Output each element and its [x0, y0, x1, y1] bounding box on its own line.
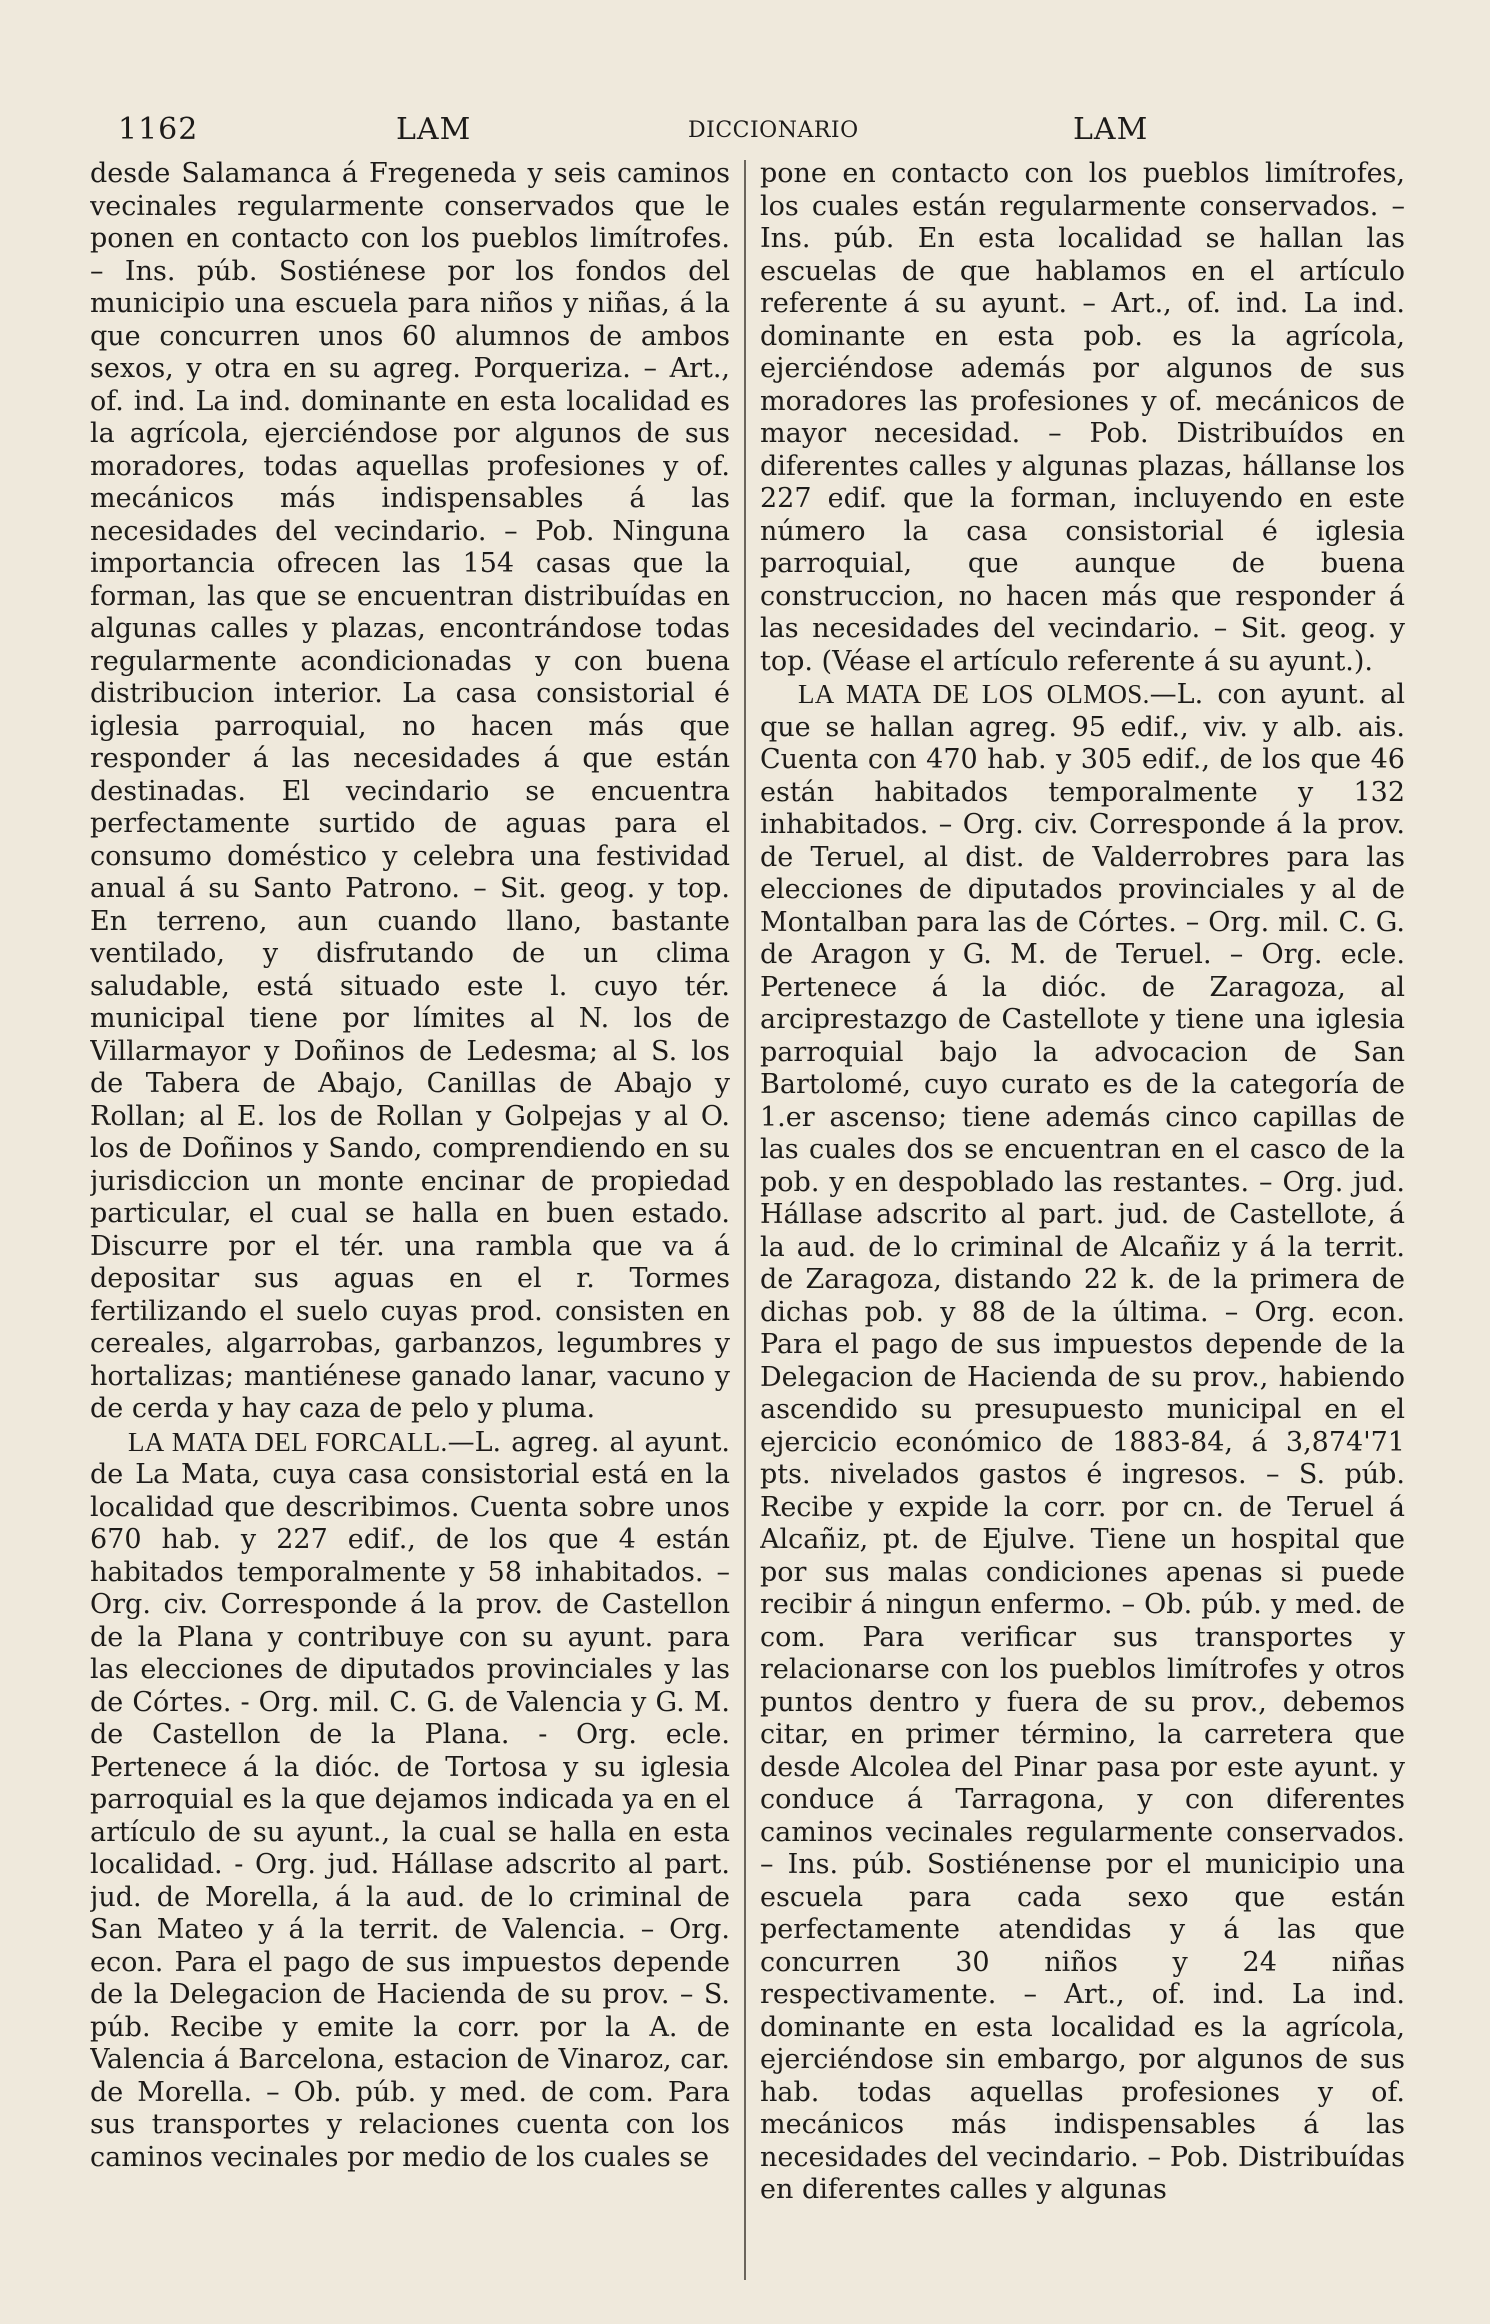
- right-paragraph-continuation: pone en contacto con los pueblos limítrofes, los cuales están regularmente conservados. – Ins. púb. En esta localidad se hallan las escuelas de que hablamos en el artículo referente á su ayunt. – Art., of. ind. La ind. dominante en esta pob. es la agrícola, ejerciéndose además por algunos de sus moradores las profesiones y of. mecánicos de mayor necesidad. – Pob. Distribuídos en diferentes calles y algunas plazas, hállanse los 227 edif. que la forman, incluyendo en este número la casa consistorial é iglesia parroquial, que aunque de buena construccion, no hacen más que responder á las necesidades del vecindario. – Sit. geog. y top. (Véase el artículo referente á su ayunt.).: [760, 158, 1405, 677]
- header-left-term: LAM: [396, 112, 472, 147]
- entry-body: —L. con ayunt. al que se hallan agreg. 95 edif., viv. y alb. ais. Cuenta con 470 hab. y 305 edif., de los que 46 están habitados temporalmente y 132 inhabitados. – Org. civ. Corresponde á la prov. de Teruel, al dist. de Valderrobres para las elecciones de diputados provinciales y al de Montalban para las de Córtes. – Org. mil. C. G. de Aragon y G. M. de Teruel. – Org. ecle. Pertenece á la dióc. de Zaragoza, al arciprestazgo de Castellote y tiene una iglesia parroquial bajo la advocacion de San Bartolomé, cuyo curato es de la categoría de 1.er ascenso; tiene además cinco capillas de las cuales dos se encuentran en el casco de la pob. y en despoblado las restantes. – Org. jud. Hállase adscrito al part. jud. de Castellote, á la aud. de lo criminal de Alcañiz y á la territ. de Zaragoza, distando 22 k. de la primera de dichas pob. y 88 de la última. – Org. econ. Para el pago de sus impuestos depende de la Delegacion de Hacienda de su prov., habiendo ascendido su presupuesto municipal en el ejercicio económico de 1883-84, á 3,874'71 pts. nivelados gastos é ingresos. – S. púb. Recibe y expide la corr. por cn. de Teruel á Alcañiz, pt. de Ejulve. Tiene un hospital que por sus malas condiciones apenas si puede recibir á ningun enfermo. – Ob. púb. y med. de com. Para verificar sus transportes y relacionarse con los pueblos limítrofes y otros puntos dentro y fuera de su prov., debemos citar, en primer término, la carretera que desde Alcolea del Pinar pasa por este ayunt. y conduce á Tarragona, y con diferentes caminos vecinales regularmente conservados. – Ins. púb. Sostiénense por el municipio una escuela para cada sexo que están perfectamente atendidas y á las que concurren 30 niños y 24 niñas respectivamente. – Art., of. ind. La ind. dominante en esta localidad es la agrícola, ejerciéndose sin embargo, por algunos de sus hab. todas aquellas profesiones y of. mecánicos más indispensables á las necesidades del vecindario. – Pob. Distribuídas en diferentes calles y algunas: [760, 679, 1405, 2205]
- entry-la-mata-del-forcall: [90, 1426, 730, 2175]
- left-column: [90, 158, 730, 2288]
- header-right-term: LAM: [1073, 112, 1149, 147]
- entry-body: —L. agreg. al ayunt. de La Mata, cuya casa consistorial está en la localidad que describimos. Cuenta sobre unos 670 hab. y 227 edif., de los que 4 están habitados temporalmente y 58 inhabitados. – Org. civ. Corresponde á la prov. de Castellon de la Plana y contribuye con su ayunt. para las elecciones de diputados provinciales y las de Córtes. - Org. mil. C. G. de Valencia y G. M. de Castellon de la Plana. - Org. ecle. Pertenece á la dióc. de Tortosa y su iglesia parroquial es la que dejamos indicada ya en el artículo de su ayunt., la cual se halla en esta localidad. - Org. jud. Hállase adscrito al part. jud. de Morella, á la aud. de lo criminal de San Mateo y á la territ. de Valencia. – Org. econ. Para el pago de sus impuestos depende de la Delegacion de Hacienda de su prov. – S. púb. Recibe y emite la corr. por la A. de Valencia á Barcelona, estacion de Vinaroz, car. de Morella. – Ob. púb. y med. de com. Para sus transportes y relaciones cuenta con los caminos vecinales por medio de los cuales se: [90, 1426, 730, 2173]
- left-paragraph-continuation: desde Salamanca á Fregeneda y seis caminos vecinales regularmente conservados que le ponen en contacto con los pueblos limítrofes. – Ins. púb. Sostiénese por los fondos del municipio una escuela para niños y niñas, á la que concurren unos 60 alumnos de ambos sexos, y otra en su agreg. Porqueriza. – Art., of. ind. La ind. dominante en esta localidad es la agrícola, ejerciéndose por algunos de sus moradores, todas aquellas profesiones y of. mecánicos más indispensables á las necesidades del vecindario. – Pob. Ninguna importancia ofrecen las 154 casas que la forman, las que se encuentran distribuídas en algunas calles y plazas, encontrándose todas regularmente acondicionadas y con buena distribucion interior. La casa consistorial é iglesia parroquial, no hacen más que responder á las necesidades á que están destinadas. El vecindario se encuentra perfectamente surtido de aguas para el consumo doméstico y celebra una festividad anual á su Santo Patrono. – Sit. geog. y top. En terreno, aun cuando llano, bastante ventilado, y disfrutando de un clima saludable, está situado este l. cuyo tér. municipal tiene por límites al N. los de Villarmayor y Doñinos de Ledesma; al S. los de Tabera de Abajo, Canillas de Abajo y Rollan; al E. los de Rollan y Golpejas y al O. los de Doñinos y Sando, comprendiendo en su jurisdiccion un monte encinar de propiedad particular, el cual se halla en buen estado. Discurre por el tér. una rambla que va á depositar sus aguas en el r. Tormes fertilizando el suelo cuyas prod. consisten en cereales, algarrobas, garbanzos, legumbres y hortalizas; mantiénese ganado lanar, vacuno y de cerda y hay caza de pelo y pluma.: [90, 158, 730, 1424]
- entry-heading: LA MATA DEL FORCALL.: [128, 1426, 448, 1457]
- page-number: 1162: [118, 112, 199, 147]
- column-divider: [744, 160, 746, 2280]
- header-title: DICCIONARIO: [688, 118, 859, 143]
- right-column: [760, 158, 1405, 2288]
- entry-heading: LA MATA DE LOS OLMOS.: [798, 679, 1150, 709]
- page-header: [118, 112, 1398, 152]
- entry-la-mata-de-los-olmos: [760, 678, 1405, 2207]
